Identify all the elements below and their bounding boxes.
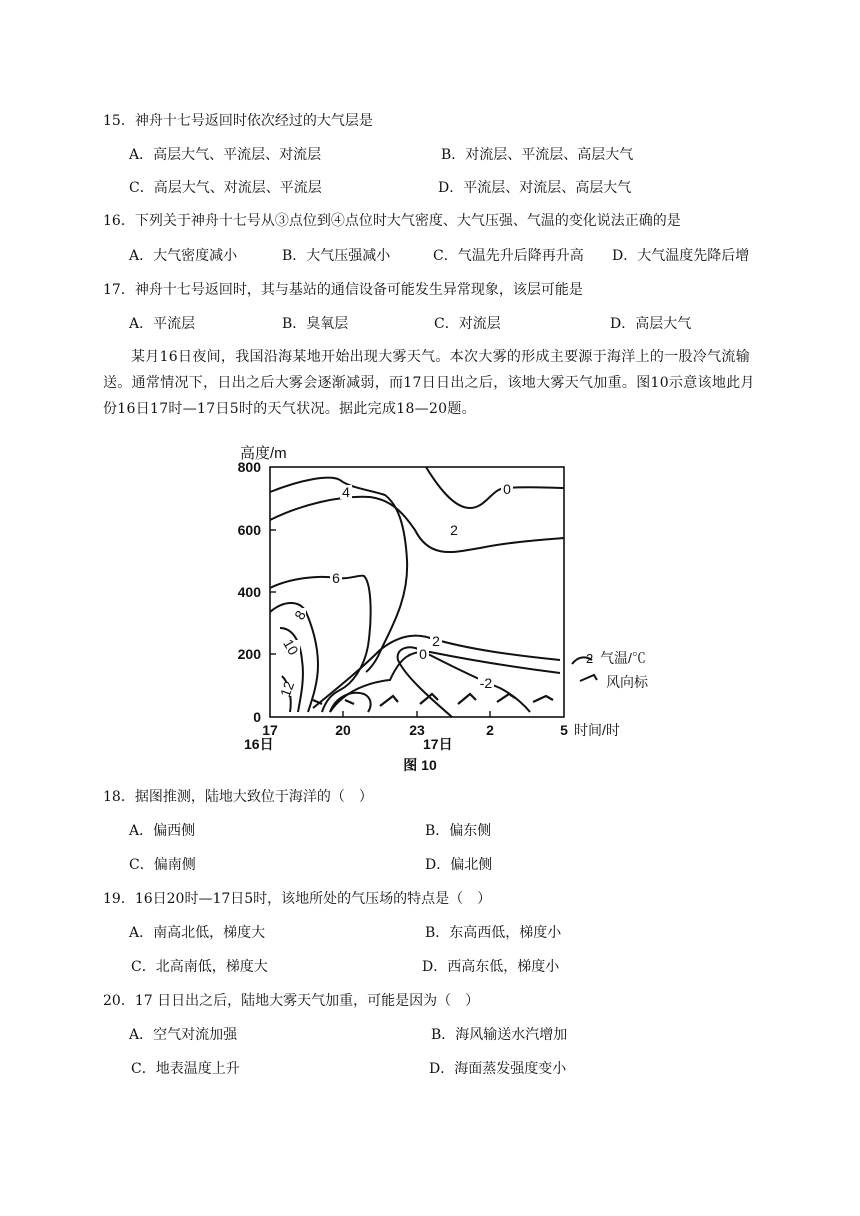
legend-wind-text: 风向标 <box>606 674 648 690</box>
q20-stem: 20．17 日日出之后，陆地大雾天气加重，可能是因为（ ） <box>103 993 480 1009</box>
q19-stem: 19．16日20时—17日5时，该地所处的气压场的特点是（ ） <box>103 891 492 907</box>
x-axis-label: 时间/时 <box>574 722 620 738</box>
isotherm-label-6: 6 <box>332 570 340 586</box>
q20-option-a: A．空气对流加强 <box>129 1027 238 1043</box>
x-tick-20: 20 <box>335 722 351 738</box>
q18-option-b: B．偏东侧 <box>425 823 492 839</box>
x-tick-2: 2 <box>486 722 494 738</box>
q18-option-c: C．偏南侧 <box>129 857 196 873</box>
q19-option-d: D．西高东低，梯度小 <box>422 959 560 975</box>
isotherm-label-neg2: -2 <box>479 675 493 691</box>
q20-option-d: D．海面蒸发强度变小 <box>429 1061 567 1077</box>
q18-stem: 18．据图推测，陆地大致位于海洋的（ ） <box>103 789 373 805</box>
q16-option-c: C．气温先升后降再升高 <box>433 248 584 264</box>
y-tick-800: 800 <box>237 459 261 475</box>
isotherm-2-upper <box>270 497 564 552</box>
day-label-16: 16日 <box>244 736 274 752</box>
y-axis-label: 高度/m <box>240 445 287 462</box>
q15-option-a: A．高层大气、平流层、对流层 <box>129 147 322 163</box>
passage-text: 某月16日夜间，我国沿海某地开始出现大雾天气。本次大雾的形成主要源于海洋上的一股冷气流输送。通常情况下，日出之后大雾会逐渐减弱，而17日日出之后，该地大雾天气加重。图10示意该地此月份16日17时—17日5时的天气状况。据此完成18—20题。 <box>103 349 755 417</box>
q17-option-d: D．高层大气 <box>610 316 692 332</box>
figure-10 <box>230 440 650 780</box>
q16-option-d: D．大气温度先降后增 <box>612 248 750 264</box>
isotherm-label-2-lower: 2 <box>432 633 440 649</box>
isotherm-label-2-upper: 2 <box>450 522 458 538</box>
q16-option-a: A．大气密度减小 <box>129 248 238 264</box>
q16-stem: 16．下列关于神舟十七号从③点位到④点位时大气密度、大气压强、气温的变化说法正确的是 <box>103 213 681 229</box>
x-tick-5: 5 <box>560 722 568 738</box>
day-label-17: 17日 <box>423 736 453 752</box>
q15-option-c: C．高层大气、对流层、平流层 <box>129 180 322 196</box>
q15-stem: 15．神舟十七号返回时依次经过的大气层是 <box>103 113 373 129</box>
figure-caption: 图 10 <box>403 757 437 773</box>
x-tick-17: 17 <box>262 722 278 738</box>
legend-isotherm-number: 2 <box>586 651 594 666</box>
q16-option-b: B．大气压强减小 <box>282 248 391 264</box>
q17-option-a: A．平流层 <box>129 316 196 332</box>
isotherm-0-upper <box>426 467 564 508</box>
isotherm-label-8: 8 <box>291 607 309 623</box>
isotherm-label-0-upper: 0 <box>503 481 511 497</box>
q20-option-b: B．海风输送水汽增加 <box>431 1027 568 1043</box>
isotherm-label-0-lower: 0 <box>419 646 427 662</box>
q20-option-c: C．地表温度上升 <box>131 1061 240 1077</box>
q15-option-b: B．对流层、平流层、高层大气 <box>441 147 634 163</box>
y-tick-200: 200 <box>237 646 261 662</box>
legend-isotherm-text: 气温/℃ <box>600 650 646 666</box>
q19-option-c: C．北高南低，梯度大 <box>131 959 268 975</box>
q17-option-b: B．臭氧层 <box>282 316 349 332</box>
isotherm-label-12: 12 <box>276 678 298 700</box>
q15-option-d: D．平流层、对流层、高层大气 <box>438 180 632 196</box>
q17-option-c: C．对流层 <box>434 316 501 332</box>
y-tick-400: 400 <box>237 584 261 600</box>
q18-option-d: D．偏北侧 <box>425 857 493 873</box>
q18-option-a: A．偏西侧 <box>129 823 196 839</box>
isotherm-diagram <box>230 440 650 780</box>
legend-wind-sample <box>580 675 597 681</box>
q19-option-a: A．南高北低，梯度大 <box>129 925 266 941</box>
q17-stem: 17．神舟十七号返回时，其与基站的通信设备可能发生异常现象，该层可能是 <box>103 282 583 298</box>
isotherm-label-4: 4 <box>342 484 350 500</box>
y-tick-600: 600 <box>237 522 261 538</box>
q19-option-b: B．东高西低，梯度小 <box>425 925 562 941</box>
isotherm-label-10: 10 <box>280 636 302 658</box>
x-tick-23: 23 <box>409 722 425 738</box>
y-tick-0: 0 <box>253 709 261 725</box>
